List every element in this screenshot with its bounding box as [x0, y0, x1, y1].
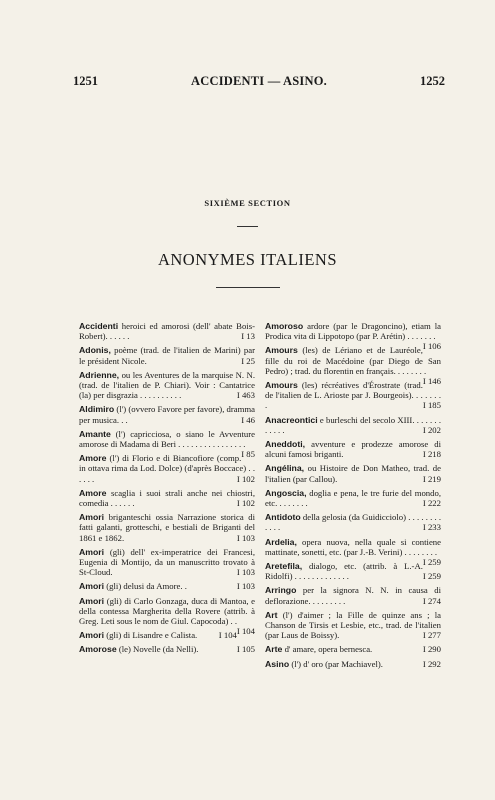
index-entry [265, 644, 441, 654]
entry-description: (les) de Lériano et de Lauréole, fille du roi de Macédoine (par Diego de San Pedro) ; trad. du florentin en français. . . . . . . . [265, 345, 441, 376]
entry-headword: Amours [265, 345, 298, 356]
entry-reference: I 259 [422, 557, 441, 568]
entry-headword: Angélina, [265, 463, 305, 474]
entry-headword: Adrienne, [79, 369, 120, 380]
entry-reference: I 274 [422, 595, 441, 606]
entry-reference: I 185 [422, 400, 441, 411]
entry-reference: I 103 [236, 532, 255, 543]
entry-description: (gli) delusi da Amore. . [106, 581, 187, 592]
index-entry [79, 345, 255, 365]
entry-description: briganteschi ossia Narrazione storica di fatti galanti, grotteschi, e bestiali de Briganti del 1861 e 1862. [79, 512, 255, 543]
index-entry [265, 585, 441, 605]
entry-headword: Anacreontici [265, 414, 318, 425]
entry-reference: I 290 [422, 644, 441, 655]
entry-description: dialogo, etc. (attrib. à L.-A. Ridolfi) . . . . . . . . . . . . . [265, 561, 423, 582]
entry-description: opera nuova, nella quale si contiene mattinate, sonetti, etc. (par J.-B. Verini) . . . . . . . . [265, 536, 441, 557]
index-entry [265, 561, 441, 581]
running-title: ACCIDENTI — ASINO. [191, 74, 327, 88]
index-entry [265, 345, 441, 387]
entry-description: e burleschi del secolo XIII. . . . . . . . . . . . [265, 414, 441, 435]
entry-headword: Arringo [265, 585, 297, 596]
entry-description: avventure e prodezze amorose di alcuni famosi briganti. [265, 439, 441, 460]
entry-headword: Amours [265, 380, 298, 391]
entry-reference: I 219 [422, 473, 441, 484]
entry-reference: I 103 [236, 581, 255, 592]
running-header [73, 74, 445, 89]
entry-reference: I 25 [241, 355, 255, 366]
left-page-number: 1251 [73, 74, 98, 88]
page-title: ANONYMES ITALIENS [157, 250, 338, 269]
entry-description: (les) récréatives d'Érostrate (trad. de l'italien de L. Arioste par J. Bourgeois). . . . . . . . [265, 380, 441, 411]
index-entry [265, 380, 441, 411]
entry-description: poème (trad. de l'italien de Marini) par le président Nicole. [79, 345, 256, 366]
index-entry [79, 453, 255, 484]
entry-headword: Amori [79, 581, 105, 592]
entry-reference: I 13 [241, 331, 255, 342]
entry-reference: I 103 [236, 567, 255, 578]
entry-reference: I 146 [422, 376, 441, 387]
right-page-number: 1252 [419, 74, 445, 88]
index-entry [79, 488, 255, 508]
entry-headword: Amori [79, 630, 105, 641]
entry-reference: I 102 [236, 498, 255, 509]
index-entry [79, 321, 255, 341]
index-entry [265, 659, 441, 669]
entry-headword: Aretefila, [265, 561, 303, 572]
entry-reference: I 46 [241, 414, 255, 425]
entry-headword: Aldimiro [79, 404, 115, 415]
entry-description: (gli) di Lisandre e Calista. [106, 630, 198, 641]
entry-description: della gelosia (da Guidicciolo) . . . . . . . . . . . . [265, 512, 441, 533]
entry-headword: Amore [79, 453, 107, 464]
index-entry [265, 439, 441, 459]
entry-headword: Antidoto [265, 512, 301, 523]
index-entry [79, 512, 255, 543]
index-entry [79, 404, 255, 424]
entry-description: ou les Aventures de la marquise N. N. (trad. de l'italien de P. Chiari). Voir : Cantatrice (la) per disgrazia . . . . . . . . . . [79, 369, 256, 401]
entry-headword: Amori [79, 595, 105, 606]
entry-reference: I 233 [422, 522, 441, 533]
index-entry [265, 463, 441, 483]
entry-reference: I 292 [422, 658, 441, 669]
divider-long [216, 287, 280, 288]
entry-reference: I 102 [236, 473, 255, 484]
left-column [79, 321, 255, 659]
entry-reference: I 104 [236, 626, 255, 637]
index-entry [265, 512, 441, 532]
entry-reference: I 259 [422, 571, 441, 582]
entry-description: (le) Novelle (da Nelli). [118, 644, 199, 655]
index-entry [79, 581, 255, 591]
entry-description: scaglia i suoi strali anche nei chiostri, comedia . . . . . . [79, 487, 255, 509]
entry-description: (gli) dell' ex-imperatrice dei Francesi, Eugenia di Montijo, da un manuscritto trovato à St-Cloud. [79, 546, 255, 578]
entry-reference: I 277 [422, 630, 441, 641]
entry-description: (l') di Florio e di Biancofiore (comp. in ottava rima da Lod. Dolce) (d'après Boccace) . . . . . . [79, 453, 255, 484]
entry-description: (l') capricciosa, o siano le Avventure amorose di Madama di Beri . . . . . . . . . . . . . . . . [79, 428, 256, 450]
entry-reference: I 105 [236, 644, 255, 655]
entry-headword: Asino [265, 658, 290, 669]
entry-headword: Amorose [79, 644, 117, 655]
entry-description: doglia e pena, le tre furie del mondo, etc. . . . . . . . [265, 487, 441, 509]
entry-headword: Amante [79, 428, 111, 439]
index-entry [265, 415, 441, 435]
entry-description: (l') d' oro (par Machiavel). [291, 658, 383, 669]
entry-reference: I 463 [236, 390, 255, 401]
section-label: SIXIÈME SECTION [204, 198, 291, 208]
entry-headword: Adonis, [79, 345, 111, 356]
index-entry [79, 630, 255, 640]
right-column [265, 321, 441, 673]
entry-headword: Aneddoti, [265, 439, 306, 450]
entry-description: per la signora N. N. in causa di deflorazione. . . . . . . . . [265, 585, 441, 606]
index-entry [79, 547, 255, 578]
entry-description: ardore (par le Dragoncino), etiam la Prodica vita di Lippotopo (par P. Arétin) . . . . . . . [265, 321, 441, 342]
entry-headword: Accidenti [79, 321, 119, 331]
entry-headword: Art [265, 609, 278, 620]
entry-description: d' amare, opera bernesca. [284, 644, 373, 655]
entry-reference: I 106 [422, 341, 441, 352]
entry-headword: Amoroso [265, 321, 304, 331]
entry-headword: Amori [79, 512, 105, 523]
index-entry [79, 370, 255, 401]
entry-description: heroici ed amorosi (dell' abate Bois-Robert). . . . . . [79, 321, 255, 342]
entry-headword: Angoscia, [265, 487, 307, 498]
entry-reference: I 218 [422, 449, 441, 460]
index-entry [265, 610, 441, 641]
entry-description: (gli) di Carlo Gonzaga, duca di Mantoa, e della contessa Margherita della Rovere (attrib. à Greg. Leti sous le nom de Giul. Capocoda) . . [79, 595, 255, 627]
divider-short [237, 226, 258, 227]
entry-description: (l') (ovvero Favore per favore), dramma per musica. . . [79, 404, 256, 425]
index-entry [79, 644, 255, 654]
index-entry [265, 488, 441, 508]
entry-headword: Amore [79, 487, 107, 498]
entry-description: (l') d'aimer ; la Fille de quinze ans ; la Chanson de Tirsis et Lesbie, etc., trad. de l'italien (par Laus de Boissy). [265, 609, 442, 641]
entry-reference: I 222 [422, 498, 441, 509]
entry-reference: I 104 [218, 630, 237, 641]
entry-reference: I 202 [422, 424, 441, 435]
entry-reference: I 85 [241, 449, 255, 460]
entry-headword: Arte [265, 644, 283, 655]
entry-headword: Ardelia, [265, 536, 297, 547]
entry-headword: Amori [79, 546, 105, 557]
entry-description: ou Histoire de Don Matheo, trad. de l'italien (par Callou). [265, 463, 441, 484]
